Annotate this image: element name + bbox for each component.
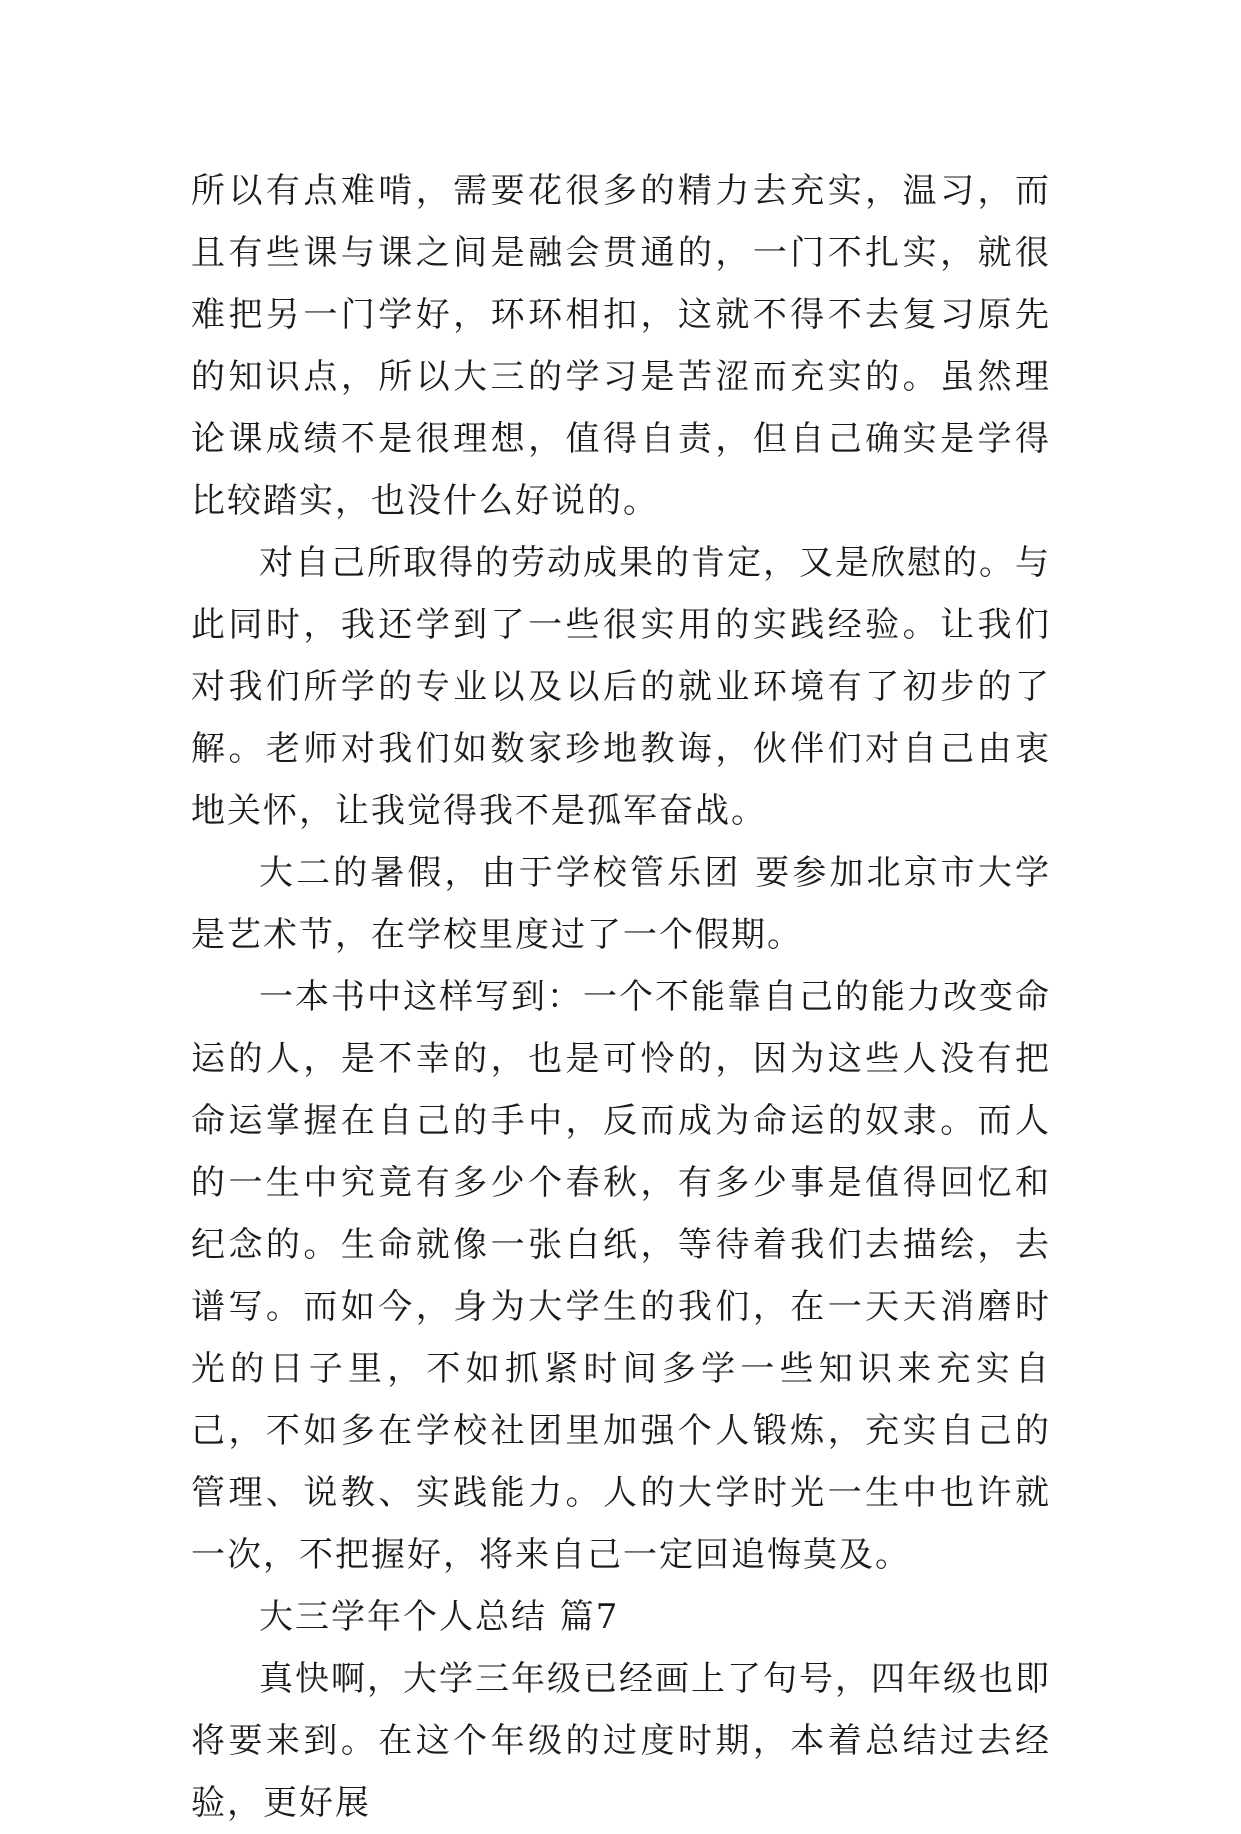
paragraph: 真快啊，大学三年级已经画上了句号，四年级也即将要来到。在这个年级的过度时期，本着总结过去经验，更好展 <box>191 1659 1051 1823</box>
paragraph: 大二的暑假，由于学校管乐团 要参加北京市大学是艺术节，在学校里度过了一个假期。 <box>191 853 1051 955</box>
document-body <box>191 160 1051 1834</box>
section-heading: 大三学年个人总结 篇7 <box>259 1597 620 1637</box>
paragraph-continuation: 所以有点难啃，需要花很多的精力去充实，温习，而且有些课与课之间是融会贯通的，一门不扎实，就很难把另一门学好，环环相扣，这就不得不去复习原先的知识点，所以大三的学习是苦涩而充实的。虽然理论课成绩不是很理想，值得自责，但自己确实是学得比较踏实，也没什么好说的。 <box>191 171 1051 521</box>
paragraph: 一本书中这样写到：一个不能靠自己的能力改变命运的人，是不幸的，也是可怜的，因为这些人没有把命运掌握在自己的手中，反而成为命运的奴隶。而人的一生中究竟有多少个春秋，有多少事是值得回忆和纪念的。生命就像一张白纸，等待着我们去描绘，去谱写。而如今，身为大学生的我们，在一天天消磨时光的日子里，不如抓紧时间多学一些知识来充实自己，不如多在学校社团里加强个人锻炼，充实自己的管理、说教、实践能力。人的大学时光一生中也许就一次，不把握好，将来自己一定回追悔莫及。 <box>191 977 1051 1575</box>
paragraph: 对自己所取得的劳动成果的肯定，又是欣慰的。与此同时，我还学到了一些很实用的实践经验。让我们对我们所学的专业以及以后的就业环境有了初步的了解。老师对我们如数家珍地教诲，伙伴们对自己由衷地关怀，让我觉得我不是孤军奋战。 <box>191 543 1051 831</box>
